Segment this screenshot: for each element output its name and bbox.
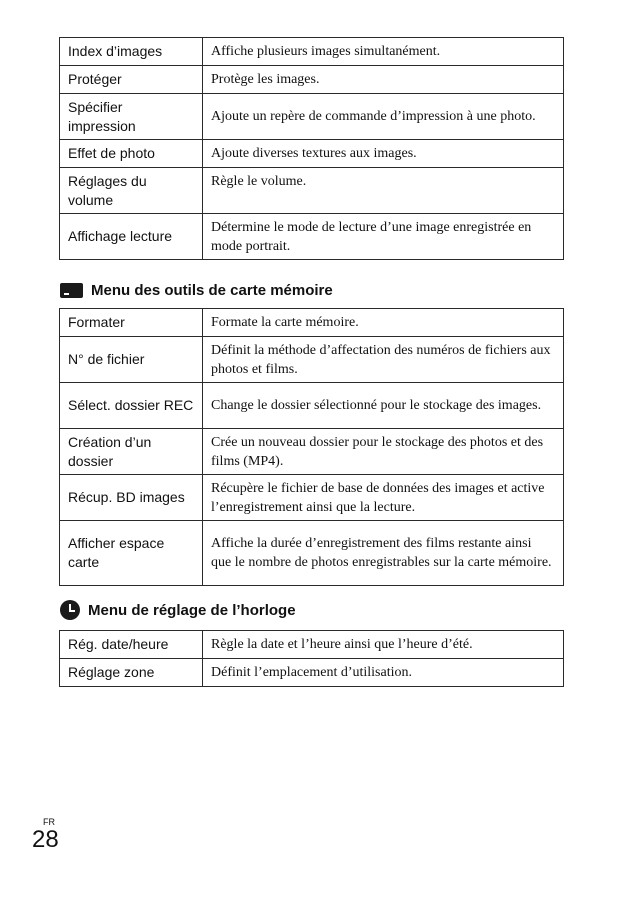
table-row: [60, 337, 564, 383]
menu-item-label: Sélect. dossier REC: [60, 383, 203, 429]
section-title: Menu des outils de carte mémoire: [91, 282, 333, 299]
menu-item-label: Réglage zone: [60, 659, 203, 687]
menu-item-label: N° de fichier: [60, 337, 203, 383]
table-row: [60, 66, 564, 94]
menu-item-description: Change le dossier sélectionné pour le stockage des images.: [203, 383, 564, 429]
table-row: [60, 429, 564, 475]
table-row: [60, 521, 564, 586]
memory-card-menu-heading: [60, 282, 333, 299]
menu-item-label: Affichage lecture: [60, 214, 203, 260]
table-row: [60, 309, 564, 337]
table-row: [60, 168, 564, 214]
menu-item-label: Création d’un dossier: [60, 429, 203, 475]
playback-menu-table: [59, 37, 564, 260]
menu-item-label: Spécifier impression: [60, 94, 203, 140]
menu-item-description: Règle le volume.: [203, 168, 564, 214]
menu-item-description: Récupère le fichier de base de données des images et active l’enregistrement ainsi que la lecture.: [203, 475, 564, 521]
table-row: [60, 140, 564, 168]
menu-item-label: Protéger: [60, 66, 203, 94]
menu-item-label: Rég. date/heure: [60, 631, 203, 659]
menu-item-label: Effet de photo: [60, 140, 203, 168]
memory-card-menu-table: [59, 308, 564, 586]
page-number: 28: [32, 826, 59, 853]
memory-card-icon: [60, 283, 83, 298]
menu-item-description: Protège les images.: [203, 66, 564, 94]
menu-item-description: Détermine le mode de lecture d’une image enregistrée en mode portrait.: [203, 214, 564, 260]
clock-menu-heading: [60, 600, 296, 620]
menu-item-description: Affiche la durée d’enregistrement des films restante ainsi que le nombre de photos enregistrables sur la carte mémoire.: [203, 521, 564, 586]
table-row: [60, 94, 564, 140]
menu-item-description: Règle la date et l’heure ainsi que l’heure d’été.: [203, 631, 564, 659]
language-code: FR: [43, 817, 55, 827]
menu-item-label: Formater: [60, 309, 203, 337]
menu-item-label: Récup. BD images: [60, 475, 203, 521]
menu-item-description: Définit la méthode d’affectation des numéros de fichiers aux photos et films.: [203, 337, 564, 383]
table-row: [60, 38, 564, 66]
clock-menu-table: [59, 630, 564, 687]
menu-item-description: Crée un nouveau dossier pour le stockage des photos et des films (MP4).: [203, 429, 564, 475]
table-row: [60, 383, 564, 429]
menu-item-description: Ajoute diverses textures aux images.: [203, 140, 564, 168]
menu-item-description: Définit l’emplacement d’utilisation.: [203, 659, 564, 687]
section-title: Menu de réglage de l’horloge: [88, 601, 296, 619]
menu-item-label: Index d’images: [60, 38, 203, 66]
menu-item-label: Réglages du volume: [60, 168, 203, 214]
menu-item-label: Afficher espace carte: [60, 521, 203, 586]
table-row: [60, 475, 564, 521]
menu-item-description: Formate la carte mémoire.: [203, 309, 564, 337]
table-row: [60, 214, 564, 260]
clock-icon: [60, 600, 80, 620]
menu-item-description: Affiche plusieurs images simultanément.: [203, 38, 564, 66]
table-row: [60, 631, 564, 659]
menu-item-description: Ajoute un repère de commande d’impression à une photo.: [203, 94, 564, 140]
table-row: [60, 659, 564, 687]
